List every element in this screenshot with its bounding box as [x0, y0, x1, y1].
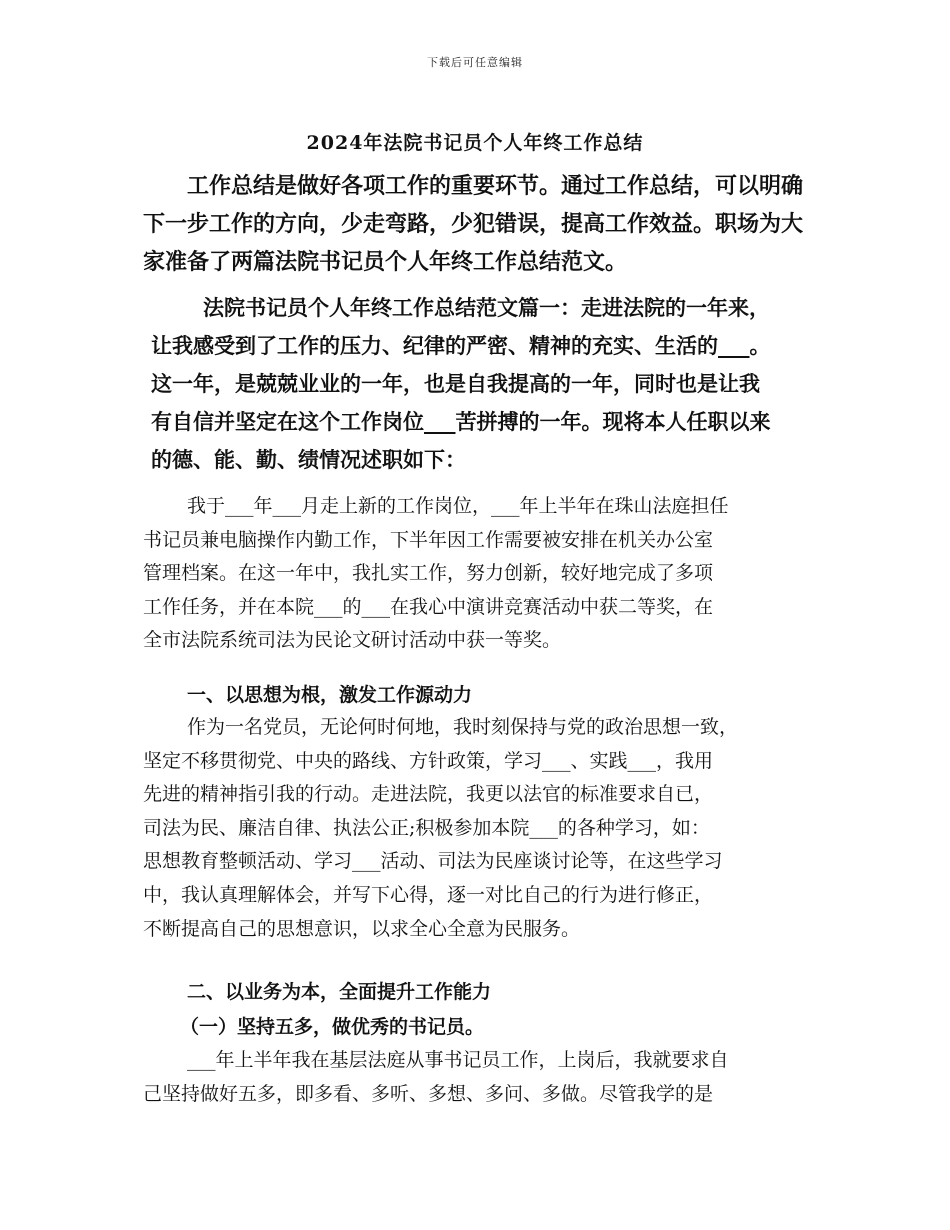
paragraph-line: 书记员兼电脑操作内勤工作，下半年因工作需要被安排在机关办公室 [143, 528, 714, 551]
section-heading-2: 二、以业务为本，全面提升工作能力 [187, 981, 492, 1003]
paragraph-line: 全市法院系统司法为民论文研讨活动中获一等奖。 [143, 629, 562, 652]
paragraph-line: 坚定不移贯彻党、中央的路线、方针政策，学习___、实践___，我用 [143, 749, 714, 772]
intro-paragraph [143, 167, 803, 281]
paragraph-3 [143, 1044, 729, 1111]
paragraph-line: 先进的精神指引我的行动。走进法院，我更以法官的标准要求自已， [143, 783, 714, 806]
sample-section-paragraph [151, 289, 771, 479]
paragraph-line: 司法为民、廉洁自律、执法公正;积极参加本院___的各种学习，如： [143, 816, 710, 839]
intro-line: 家准备了两篇法院书记员个人年终工作总结范文。 [143, 249, 628, 275]
paragraph-line: ___年上半年我在基层法庭从事书记员工作，上岗后，我就要求自 [187, 1049, 729, 1071]
paragraph-line: 中，我认真理解体会，并写下心得，逐一对比自己的行为进行修正， [143, 883, 714, 906]
paragraph-line: 工作任务，并在本院___的___在我心中演讲竞赛活动中获二等奖，在 [143, 595, 714, 618]
intro-line: 工作总结是做好各项工作的重要环节。通过工作总结，可以明确 [187, 173, 804, 199]
section-line: 的德、能、勤、绩情况述职如下： [151, 447, 466, 472]
section-line: 这一年，是兢兢业业的一年，也是自我提高的一年，同时也是让我 [151, 371, 760, 396]
section-line: 有自信并坚定在这个工作岗位___苦拼搏的一年。现将本人任职以来 [151, 409, 771, 434]
section-heading-1: 一、以思想为根，激发工作源动力 [187, 684, 473, 706]
paragraph-line: 思想教育整顿活动、学习___活动、司法为民座谈讨论等，在这些学习 [143, 850, 723, 873]
paragraph-2 [143, 711, 738, 946]
header-note: 下载后可任意编辑 [427, 56, 523, 69]
paragraph-line: 我于___年___月走上新的工作岗位，___年上半年在珠山法庭担任 [187, 495, 729, 517]
paragraph-line: 己坚持做好五多，即多看、多听、多想、多问、多做。尽管我学的是 [143, 1082, 714, 1105]
paragraph-line: 管理档案。在这一年中，我扎实工作，努力创新，较好地完成了多项 [143, 562, 714, 585]
section-line: 法院书记员个人年终工作总结范文篇一：走进法院的一年来， [203, 295, 770, 320]
intro-line: 下一步工作的方向，少走弯路，少犯错误，提高工作效益。职场为大 [143, 211, 804, 237]
paragraph-line: 不断提高自己的思想意识，以求全心全意为民服务。 [143, 917, 581, 940]
subsection-heading: （一）坚持五多，做优秀的书记员。 [180, 1016, 485, 1038]
document-title: 2024年法院书记员个人年终工作总结 [306, 132, 644, 154]
paragraph-1 [143, 490, 729, 658]
section-line: 让我感受到了工作的压力、纪律的严密、精神的充实、生活的___。 [151, 333, 771, 358]
paragraph-line: 作为一名党员，无论何时何地，我时刻保持与党的政治思想一致， [187, 716, 739, 738]
